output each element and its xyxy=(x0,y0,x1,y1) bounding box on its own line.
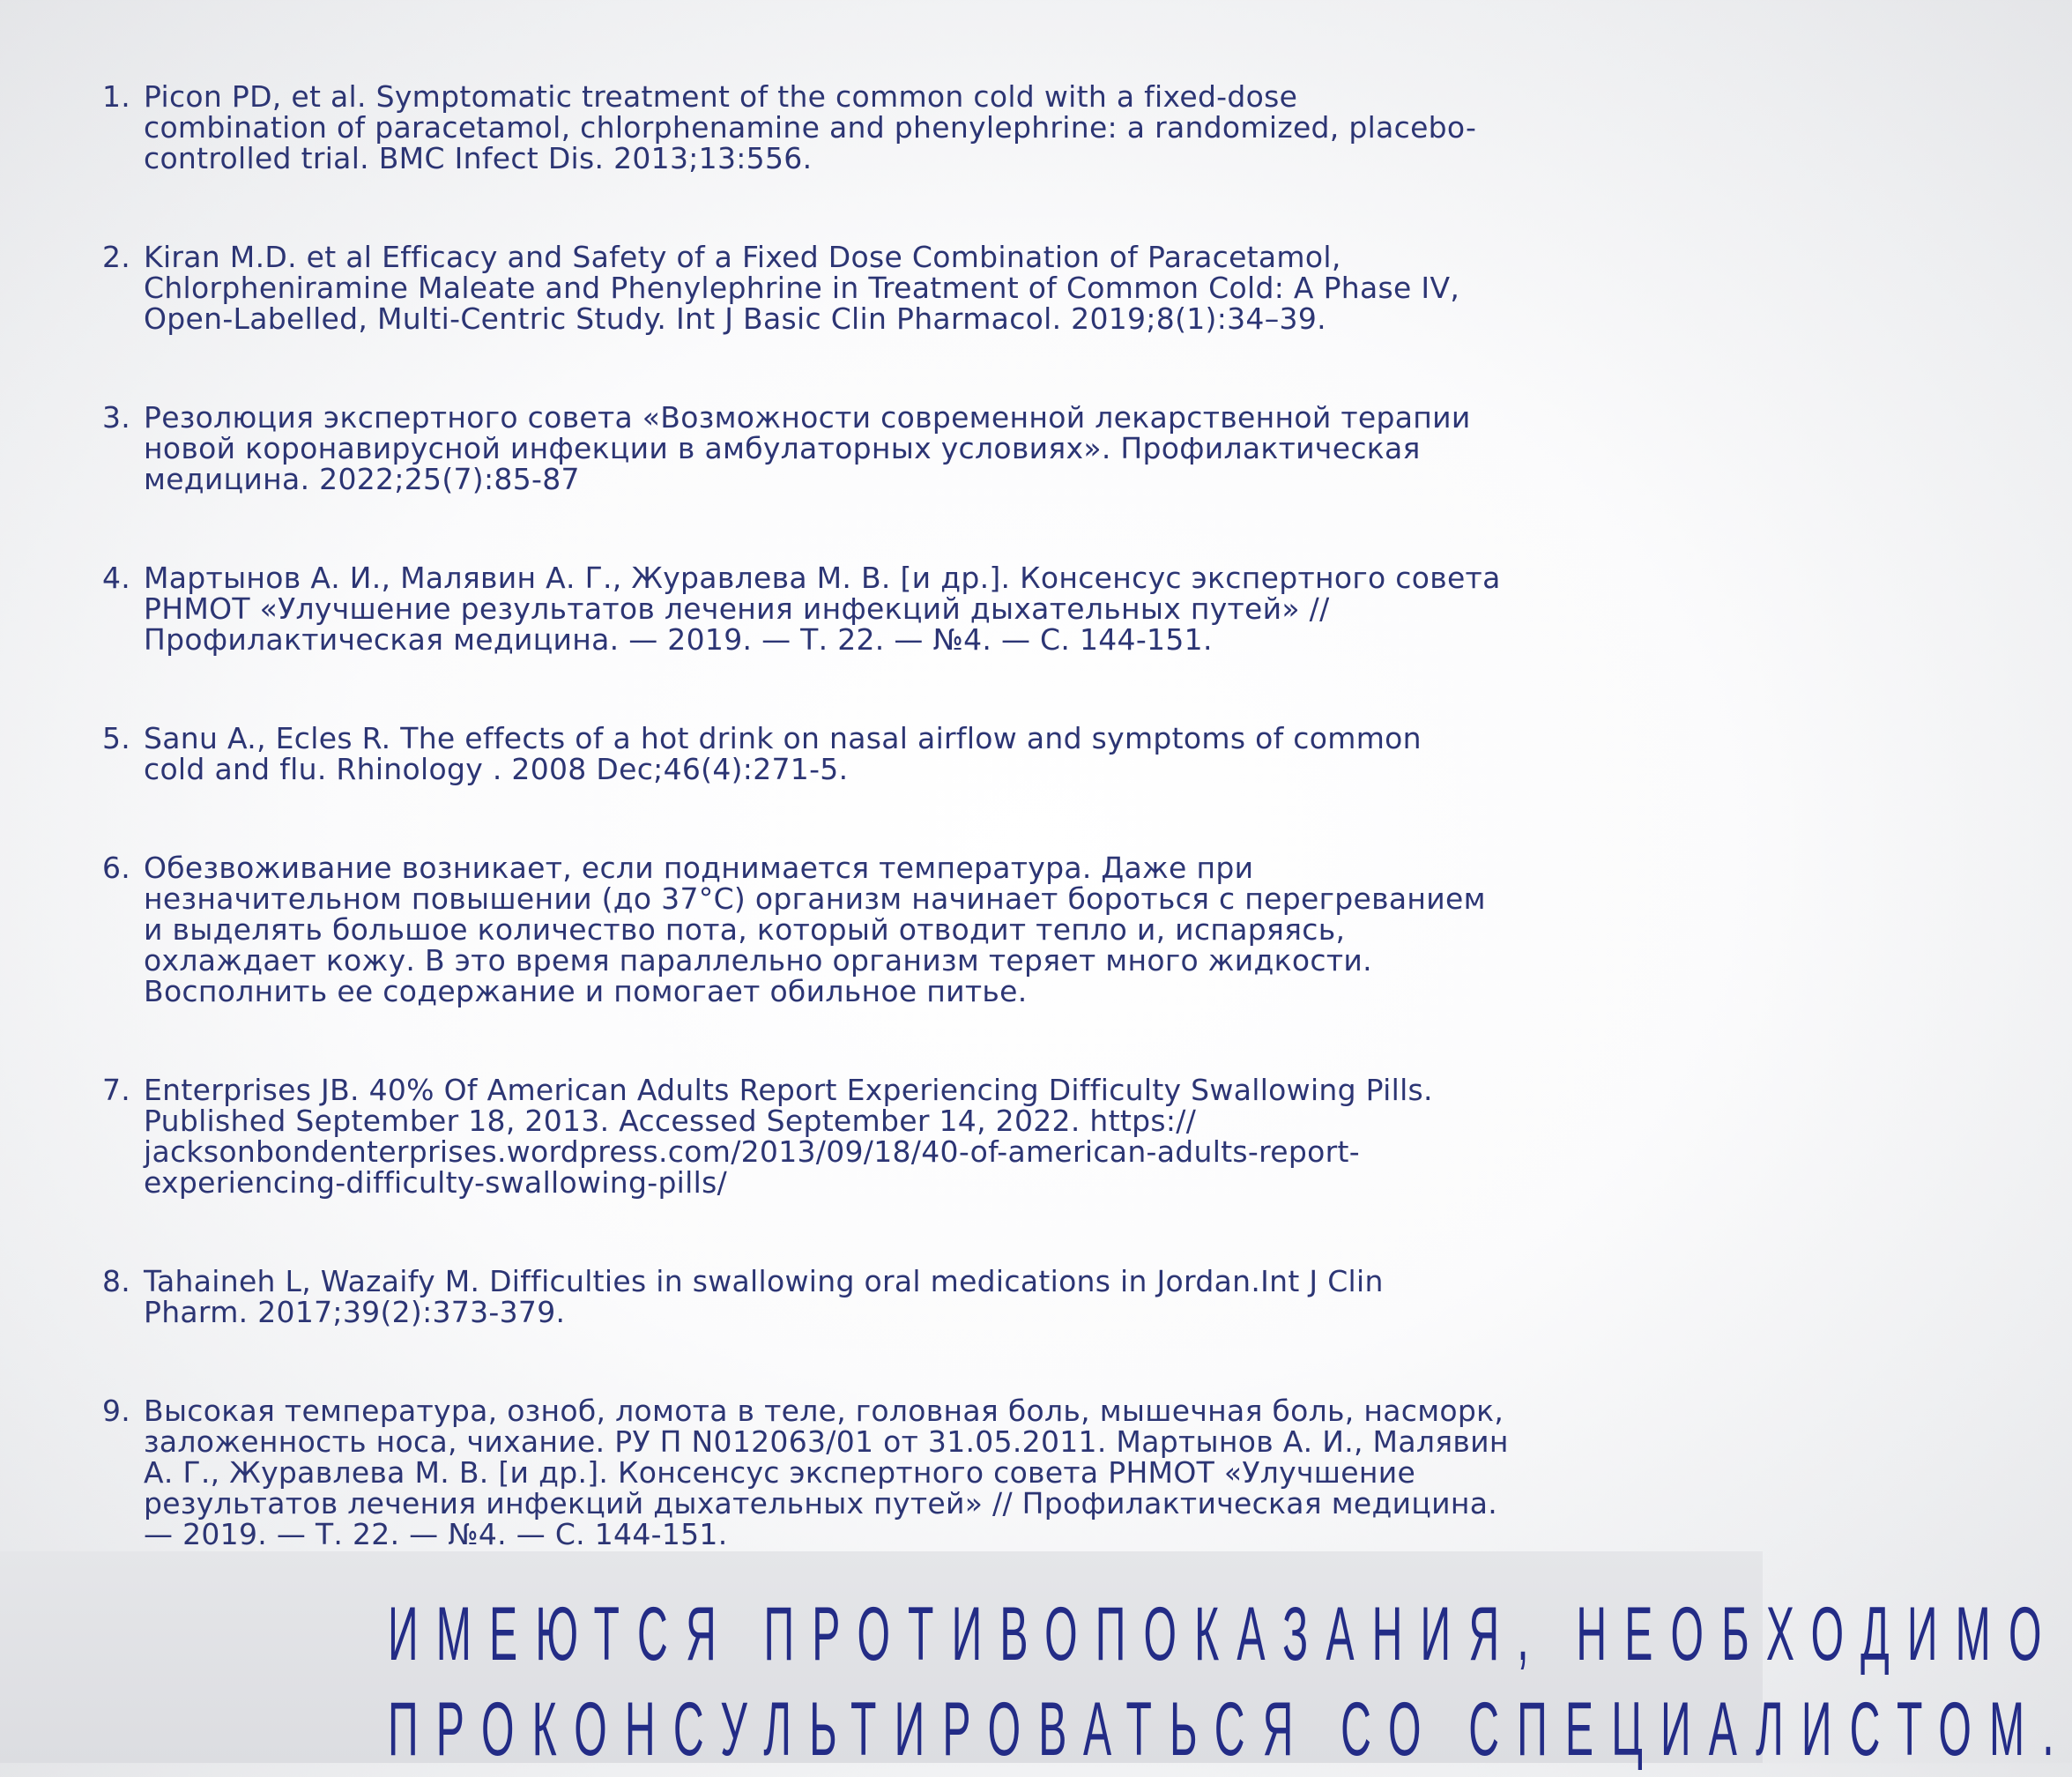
reference-item-5 xyxy=(0,723,1763,784)
reference-number: 5. xyxy=(102,721,131,755)
reference-item-8 xyxy=(0,1266,1763,1327)
reference-text: Tahaineh L, Wazaify M. Difficulties in swallowing oral medications in Jordan.Int J Clin Pharm. 2017;39(2):373-379. xyxy=(144,1264,1384,1329)
disclaimer-line-1: ИМЕЮТСЯ ПРОТИВОПОКАЗАНИЯ, НЕОБХОДИМО xyxy=(388,1592,2060,1677)
reference-item-7 xyxy=(0,1074,1763,1198)
reference-item-3 xyxy=(0,402,1763,494)
reference-item-6 xyxy=(0,852,1763,1007)
disclaimer-line-2: ПРОКОНСУЛЬТИРОВАТЬСЯ СО СПЕЦИАЛИСТОМ. xyxy=(388,1687,2072,1772)
reference-text: Sanu A., Ecles R. The effects of a hot drink on nasal airflow and symptoms of common cold and flu. Rhinology . 2008 Dec;46(4):271-5. xyxy=(144,721,1422,786)
reference-number: 1. xyxy=(102,79,131,114)
contraindications-disclaimer xyxy=(388,1587,2072,1777)
reference-text: Обезвоживание возникает, если поднимается температура. Даже при незначительном повышении (до 37°С) организм начинает бороться с перегреванием и выделять большое количество пота, который отводит тепло и, испаряясь, охлаждает кожу. В это время параллельно организм теряет много жидкости. Восполнить ее содержание и помогает обильное питье. xyxy=(144,851,1486,1008)
references-list xyxy=(0,81,1763,1617)
reference-number: 7. xyxy=(102,1073,131,1107)
reference-number: 6. xyxy=(102,851,131,885)
reference-item-1 xyxy=(0,81,1763,174)
reference-number: 8. xyxy=(102,1264,131,1298)
reference-text: Резолюция экспертного совета «Возможности современной лекарственной терапии новой коронавирусной инфекции в амбулаторных условиях». Профилактическая медицина. 2022;25(7):85-87 xyxy=(144,400,1471,496)
reference-text: Kiran M.D. et al Efficacy and Safety of a Fixed Dose Combination of Paracetamol, Chlorpheniramine Maleate and Phenylephrine in Treatment of Common Cold: A Phase IV, Open-Labelled, Multi-Centric Study. Int J Basic Clin Pharmacol. 2019;8(1):34–39. xyxy=(144,240,1460,336)
reference-item-4 xyxy=(0,562,1763,655)
reference-text: Picon PD, et al. Symptomatic treatment of the common cold with a fixed-dose combination of paracetamol, chlorphenamine and phenylephrine: a randomized, placebo- controlled trial. BMC Infect Dis. 2013;13:556. xyxy=(144,79,1477,175)
reference-item-9 xyxy=(0,1395,1763,1550)
reference-number: 2. xyxy=(102,240,131,274)
reference-number: 3. xyxy=(102,400,131,435)
reference-text: Enterprises JB. 40% Of American Adults Report Experiencing Difficulty Swallowing Pills. Published September 18, 2013. Accessed September 14, 2022. https:// jacksonbondenterprises.wordpress.com/2013/09/18/40-of-american-adults-report- experiencing-difficulty-swallowing-pills/ xyxy=(144,1073,1433,1200)
reference-text: Мартынов А. И., Малявин А. Г., Журавлева М. В. [и др.]. Консенсус экспертного совета РНМОТ «Улучшение результатов лечения инфекций дыхательных путей» // Профилактическая медицина. — 2019. — Т. 22. — №4. — С. 144-151. xyxy=(144,561,1501,657)
reference-number: 4. xyxy=(102,561,131,595)
reference-text: Высокая температура, озноб, ломота в теле, головная боль, мышечная боль, насморк, заложенность носа, чихание. РУ П N012063/01 от 31.05.2011. Мартынов А. И., Малявин А. Г., Журавлева М. В. [и др.]. Консенсус экспертного совета РНМОТ «Улучшение результатов лечения инфекций дыхательных путей» // Профилактическая медицина. — 2019. — Т. 22. — №4. — С. 144-151. xyxy=(144,1394,1509,1551)
reference-item-2 xyxy=(0,242,1763,334)
reference-number: 9. xyxy=(102,1394,131,1428)
